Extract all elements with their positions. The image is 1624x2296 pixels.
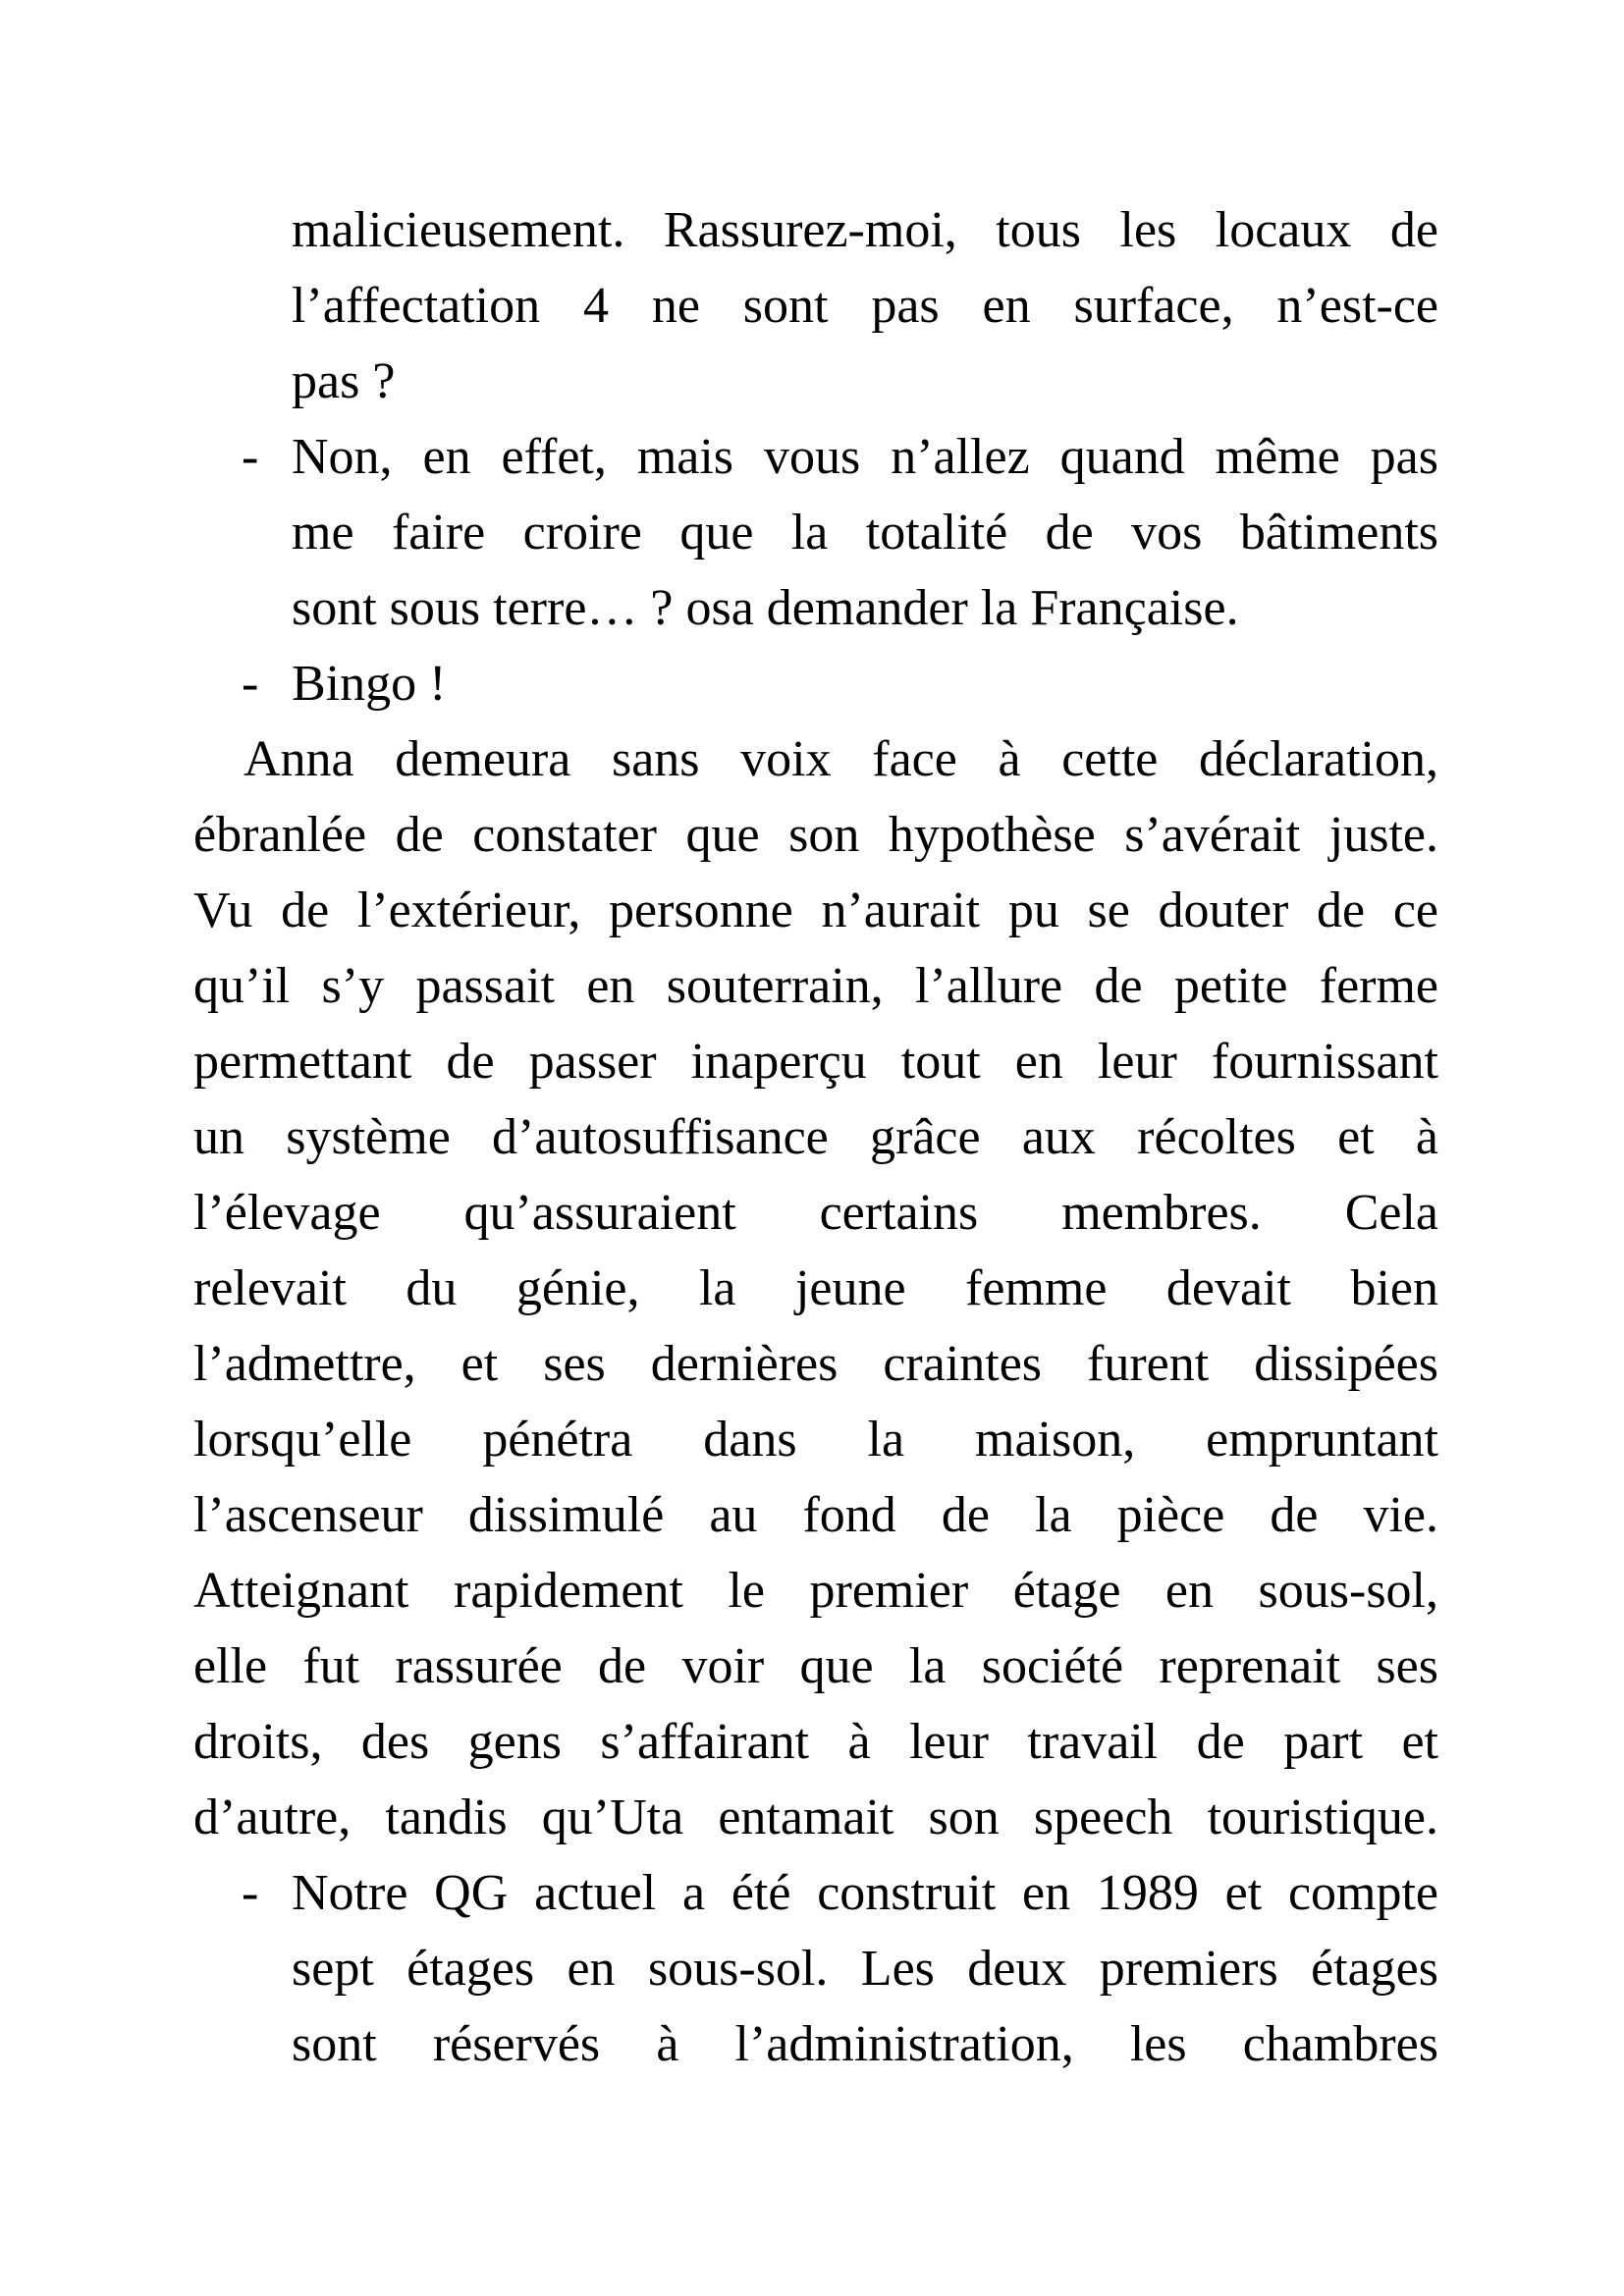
text-line: permettant de passer inaperçu tout en leur fournissant: [193, 1034, 1438, 1090]
dialogue-line: Notre QG actuel a été construit en 1989 et compte: [292, 1865, 1438, 1921]
text-line: lorsqu’elle pénétra dans la maison, empruntant: [193, 1412, 1438, 1468]
text-line: sept étages en sous-sol. Les deux premiers étages: [292, 1941, 1438, 1997]
text-line: elle fut rassurée de voir que la société reprenait ses: [193, 1638, 1438, 1694]
paragraph-first-line: Anna demeura sans voix face à cette déclaration,: [244, 731, 1438, 787]
text-line: l’ascenseur dissimulé au fond de la pièce de vie.: [193, 1487, 1438, 1543]
text-line: qu’il s’y passait en souterrain, l’allure de petite ferme: [193, 958, 1438, 1014]
text-line: ébranlée de constater que son hypothèse s’avérait juste.: [193, 807, 1438, 863]
dialogue-line: Non, en effet, mais vous n’allez quand même pas: [292, 429, 1438, 485]
text-line: Atteignant rapidement le premier étage en sous-sol,: [193, 1563, 1438, 1619]
dialogue-dash: -: [242, 656, 259, 712]
dialogue-dash: -: [242, 1865, 259, 1921]
text-line: l’admettre, et ses dernières craintes furent dissipées: [193, 1336, 1438, 1392]
text-line: un système d’autosuffisance grâce aux récoltes et à: [193, 1109, 1438, 1165]
text-line: malicieusement. Rassurez-moi, tous les locaux de: [292, 202, 1438, 258]
text-line: droits, des gens s’affairant à leur travail de part et: [193, 1714, 1438, 1770]
text-line: sont réservés à l’administration, les chambres: [292, 2016, 1438, 2072]
text-line: l’affectation 4 ne sont pas en surface, n’est-ce: [292, 278, 1438, 334]
text-line: d’autre, tandis qu’Uta entamait son speech touristique.: [193, 1789, 1438, 1845]
text-line: Vu de l’extérieur, personne n’aurait pu se douter de ce: [193, 882, 1438, 938]
dialogue-dash: -: [242, 429, 259, 485]
text-line: pas ?: [292, 353, 396, 409]
text-line: relevait du génie, la jeune femme devait bien: [193, 1260, 1438, 1316]
text-line: sont sous terre… ? osa demander la Française.: [292, 580, 1239, 636]
dialogue-line: Bingo !: [292, 656, 447, 712]
text-line: l’élevage qu’assuraient certains membres. Cela: [193, 1185, 1438, 1241]
text-line: me faire croire que la totalité de vos bâtiments: [292, 505, 1438, 561]
